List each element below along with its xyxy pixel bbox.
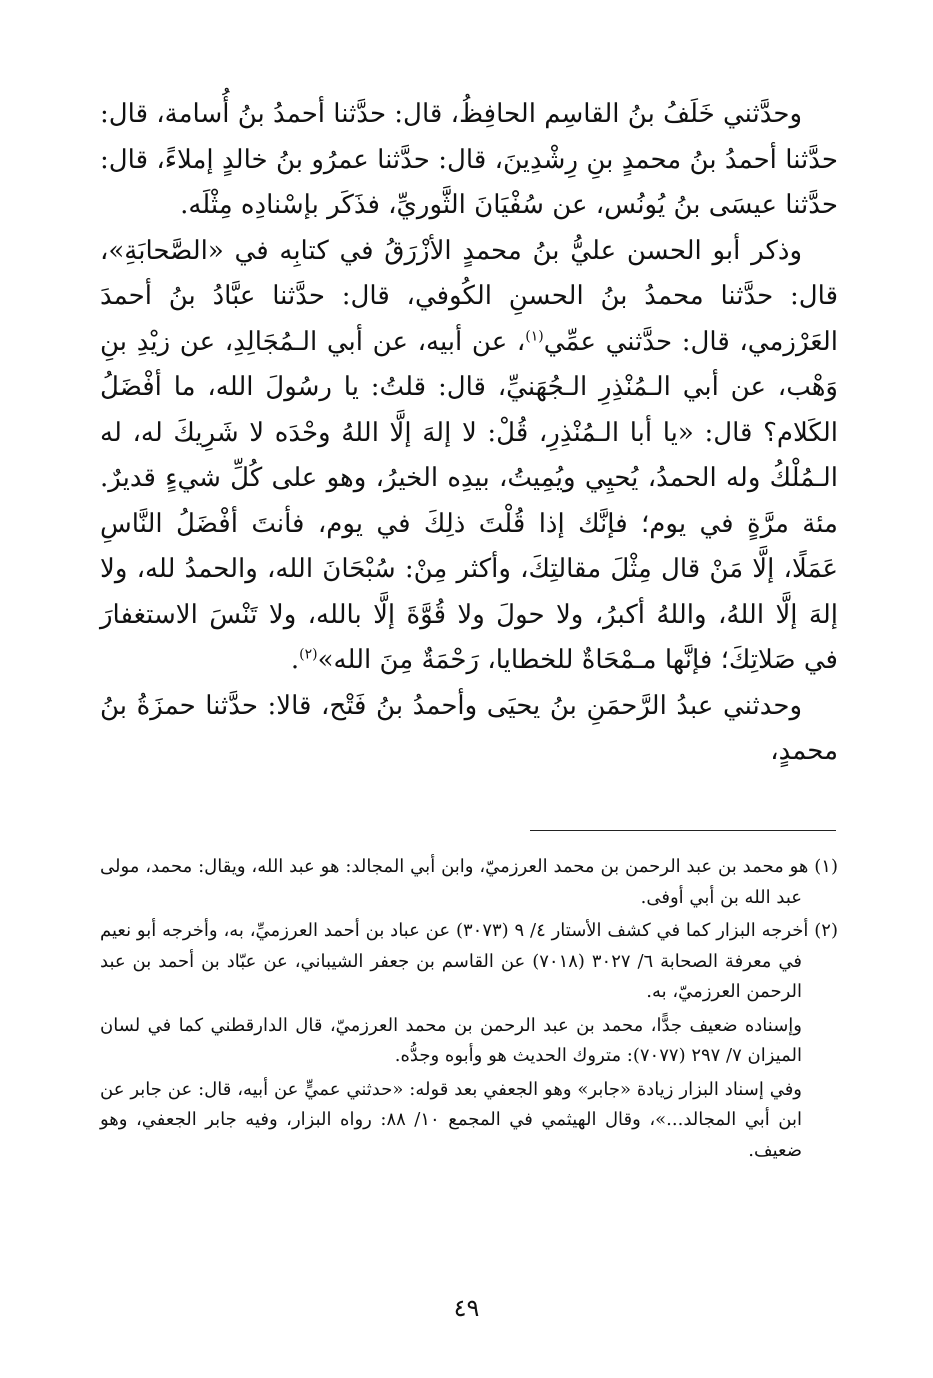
footnote-ref-1: (١) <box>525 327 544 344</box>
footnote-2: (٢) أخرجه البزار كما في كشف الأستار ٤/ ٩ (٣٠٧٣) عن عباد بن أحمد العرزميِّ، به، وأخرجه أبو نعيم في معرفة الصحابة ٦/ ٣٠٢٧ (٧٠١٨) عن القاسم بن جعفر الشيباني، عن عبّاد بن أحمد بن عبد الرحمن العرزميّ، به. <box>100 920 838 1002</box>
paragraph-1: وحدَّثني خَلَفُ بنُ القاسِم الحافِظُ، قال: حدَّثنا أحمدُ بنُ أُسامة، قال: حدَّثنا أحمدُ بنُ محمدٍ بنِ رِشْدِينَ، قال: حدَّثنا عمرُو بنُ خالدٍ إملاءً، قال: حدَّثنا عيسَى بنُ يُونُس، عن سُفْيَانَ الثَّوريِّ، فذَكَر بإسْنادِه مِثْلَه. <box>100 99 838 220</box>
footnote-divider <box>530 830 836 831</box>
paragraph-3: وحدثني عبدُ الرَّحمَنِ بنُ يحيَى وأحمدُ بنُ فَتْح، قالا: حدَّثنا حمزَةُ بنُ محمدٍ، <box>100 690 838 766</box>
footnotes <box>100 852 838 1169</box>
main-text <box>100 92 838 775</box>
paragraph-2-part-2: ، عن أبيه، عن أبي الـمُجَالِدِ، عن زيْدِ بنِ وَهْب، عن أبي الـمُنْذِرِ الـجُهَنيِّ، قال: قلتُ: يا رسُولَ الله، ما أفْضَلُ الكَلام؟ قال: «يا أبا الـمُنْذِرِ، قُلْ: لا إلهَ إلَّا اللهُ وحْدَه لا شَرِيكَ له، له الـمُلْكُ وله الحمدُ، يُحيِي ويُمِيتُ، بيدِه الخيرُ، وهو على كُلِّ شيءٍ قديرٌ. مئة مرَّةٍ في يوم؛ فإنَّك إذا قُلْتَ ذلِكَ في يوم، فأنتَ أفْضَلُ النَّاسِ عَمَلًا، إلَّا مَنْ قال مِثْلَ مقالتِكَ، وأكثر مِنْ: سُبْحَانَ الله، والحمدُ لله، ولا إلهَ إلَّا اللهُ، واللهُ أكبرُ، ولا حولَ ولا قُوَّةَ إلَّا بالله، ولا تَنْسَ الاستغفارَ في صَلاتِكَ؛ فإنَّها مـمْحَاةٌ للخطايا، رَحْمَةٌ مِنَ الله» <box>100 326 838 675</box>
footnote-2-continuation-2: وفي إسناد البزار زيادة «جابر» وهو الجعفي بعد قوله: «حدثني عميٍّ عن أبيه، قال: عن جابر عن ابن أبي المجالد...»، وقال الهيثمي في المجمع ١٠/ ٨٨: رواه البزار، وفيه جابر الجعفي، وهو ضعيف. <box>100 1078 803 1161</box>
page-number: ٤٩ <box>453 1294 480 1322</box>
footnote-ref-2: (٢) <box>299 646 318 663</box>
paragraph-2 <box>100 229 838 684</box>
footnote-2-continuation-1: وإسناده ضعيف جدًّا، محمد بن عبد الرحمن بن محمد العرزميّ، قال الدارقطني كما في لسان الميزان ٧/ ٢٩٧ (٧٠٧٧): متروك الحديث هو وأبوه وجدُّه. <box>100 1014 802 1066</box>
footnote-1: (١) هو محمد بن عبد الرحمن بن محمد العرزميّ، وابن أبي المجالد: هو عبد الله، ويقال: محمد، مولى عبد الله بن أبي أوفى. <box>100 856 838 908</box>
paragraph-2-end: . <box>290 645 300 675</box>
paragraph-2-part-1: وذكر أبو الحسن عليُّ بنُ محمدٍ الأزْرَقُ في كتابِه في «الصَّحابَةِ»، قال: حدَّثنا محمدُ بنُ الحسنِ الكُوفي، قال: حدَّثنا عبَّادُ بنُ أحمدَ العَرْزمي، قال: حدَّثني عمِّي <box>100 235 838 357</box>
page-body <box>100 92 838 775</box>
